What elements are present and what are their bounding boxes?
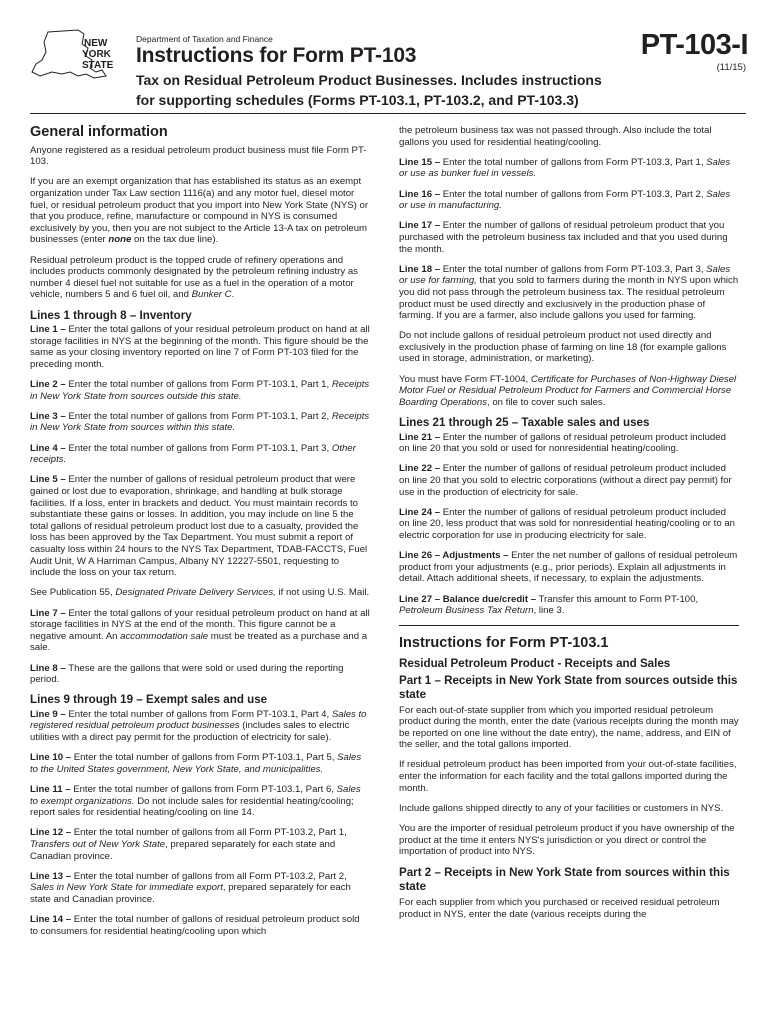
line-21-instruction: Line 21 – Enter the number of gallons of residual petroleum product included on line 20 that you sold or used for nonresidential heating/cooling. xyxy=(399,431,726,455)
paragraph: Residual petroleum product is the topped crude of refinery operations and includes products commonly designated by the petroleum refining industry as number 4 diesel fuel not suitable for use as a fuel in the operation of a motor vehicle, numbers 5 and 6 fuel oil, and Bunker C. xyxy=(30,254,358,301)
section-divider xyxy=(399,625,739,626)
line-24-instruction: Line 24 – Enter the number of gallons of residual petroleum product included on line 20, less product that was sold for nonresidential heating/cooling or to an electric corporation for use in producing electricity for sale. xyxy=(399,506,735,541)
left-column xyxy=(30,124,370,946)
section-heading-inventory: Lines 1 through 8 – Inventory xyxy=(30,308,192,322)
line-3-instruction: Line 3 – Enter the total number of gallons from Form PT-103.1, Part 2, Receipts in New York State from sources within this state. xyxy=(30,410,370,434)
part-1-paragraph: For each out-of-state supplier from which you imported residual petroleum product during the month, enter the date (various receipts during the month may be reported on one line without the date entry), the name, address, and EIN of the seller, and the total gallons imported. xyxy=(399,704,739,751)
section-heading-general: General information xyxy=(30,124,168,140)
page-title: Instructions for Form PT-103 xyxy=(136,44,417,67)
logo-text-york: YORK xyxy=(82,49,111,60)
part-2-heading: Part 2 – Receipts in New York State from sources within this state xyxy=(399,866,730,894)
line-22-instruction: Line 22 – Enter the number of gallons of residual petroleum product included on line 20 that you sold to electric corporations (without a direct pay permit) for use in the production of electricity for sale. xyxy=(399,463,732,498)
line-14-instruction: Line 14 – Enter the total number of gallons of residual petroleum product sold to consumers for residential heating/cooling upon which xyxy=(30,914,360,937)
publication-55-note: See Publication 55, Designated Private Delivery Services, if not using U.S. Mail. xyxy=(30,587,370,599)
line-9-instruction: Line 9 – Enter the total number of gallons from Form PT-103.1, Part 4, Sales to registered residual petroleum product businesses (includes sales to electric utilities with a direct pay permit for the production of electricity for sale). xyxy=(30,708,367,744)
new-york-state-logo xyxy=(26,26,126,86)
line-18-instruction: Line 18 – Enter the total number of gallons from Form PT-103.3, Part 3, Sales or use for farming, that you sold to farmers during the month in NYS upon which you did not pass through the petroleum business tax. The residual petroleum product must be used directly and exclusively in the production phase of farming. If you are a farmer, also include gallons you used for farming. xyxy=(399,263,739,322)
part-1-paragraph: Include gallons shipped directly to any of your facilities or customers in NYS. xyxy=(399,802,724,814)
part-1-paragraph: You are the importer of residual petroleum product if you have ownership of the product at the time it enters NYS's jurisdiction or you direct or control the importation of product into NYS. xyxy=(399,823,735,858)
form-number: PT-103-I xyxy=(640,29,748,61)
paragraph: If you are an exempt organization that has established its status as an exempt organization under Tax Law section 1116(a) and any motor fuel, diesel motor fuel, or residual petroleum product that you import into New York State (NYS) or that you produce, refine, manufacture or compound in NYS is consumed exclusively by you, then you are not subject to the Article 13-A tax on petroleum businesses (enter none on the tax due line). xyxy=(30,176,369,246)
part-1-paragraph: If residual petroleum product has been imported from your out-of-state facilities, enter the information for each facility and the total gallons imported during the month. xyxy=(399,759,737,794)
line-11-instruction: Line 11 – Enter the total number of gallons from Form PT-103.1, Part 6, Sales to exempt organizations. Do not include sales for residential heating/cooling; report sales for residential heating/cooling on line 14. xyxy=(30,784,361,819)
line-14-continued: the petroleum business tax was not passed through. Also include the total gallons you used for residential heating/cooling. xyxy=(399,125,712,148)
section-heading-pt-103-1: Instructions for Form PT-103.1 xyxy=(399,635,609,652)
farming-note: Do not include gallons of residual petroleum product not used directly and exclusively in the production phase of farming on line 18 (for example gallons used in storage, administration, or marketing). xyxy=(399,330,727,365)
logo-text-new: NEW xyxy=(84,38,108,49)
ft-1004-note: You must have Form FT-1004, Certificate for Purchases of Non-Highway Diesel Motor Fuel or Residual Petroleum Product for Farmers and Commercial Horse Boarding Operations, on file to cover such sales. xyxy=(399,373,737,408)
line-8-instruction: Line 8 – These are the gallons that were sold or used during the reporting period. xyxy=(30,662,344,686)
line-16-instruction: Line 16 – Enter the total number of gallons from Form PT-103.3, Part 2, Sales or use in manufacturing. xyxy=(399,188,731,212)
header-divider xyxy=(30,113,746,114)
line-15-instruction: Line 15 – Enter the total number of gallons from Form PT-103.3, Part 1, Sales or use as bunker fuel in vessels. xyxy=(399,156,731,180)
line-2-instruction: Line 2 – Enter the total number of gallons from Form PT-103.1, Part 1, Receipts in New York State from sources outside this state. xyxy=(30,379,370,402)
department-name: Department of Taxation and Finance xyxy=(136,34,273,44)
page-header xyxy=(0,0,770,120)
right-column xyxy=(399,125,739,929)
line-13-instruction: Line 13 – Enter the total number of gallons from all Form PT-103.2, Part 2, Sales in New York State for immediate export, prepared separately for each state and Canadian province. xyxy=(30,870,351,905)
line-7-instruction: Line 7 – Enter the total gallons of your residual petroleum product on hand at all storage facilities in NYS at the end of the month. This figure cannot be a negative amount. An accommodation sale must be treated as a purchase and a sale. xyxy=(30,607,370,654)
line-26-instruction: Line 26 – Adjustments – Enter the net number of gallons of residual petroleum product from your adjustments (e.g., prior periods). Explain all adjustments in detail. Attach additional sheets, if necessary, to explain the adjustments. xyxy=(399,550,738,585)
part-2-paragraph: For each supplier from which you purchased or received residual petroleum product in NYS, enter the date (various receipts during the xyxy=(399,897,720,920)
page-subtitle: Tax on Residual Petroleum Product Businesses. Includes instructions for supporting schedules (Forms PT-103.1, PT-103.2, and PT-103.3) xyxy=(136,72,602,108)
subheading-receipts-sales: Residual Petroleum Product - Receipts and Sales xyxy=(399,656,671,670)
paragraph: Anyone registered as a residual petroleum product business must file Form PT-103. xyxy=(30,144,367,168)
logo-text-state: STATE xyxy=(82,60,114,71)
line-10-instruction: Line 10 – Enter the total number of gallons from Form PT-103.1, Part 5, Sales to the United States government, New York State, and municipalities. xyxy=(30,752,362,775)
form-revision-date: (11/15) xyxy=(716,62,746,73)
line-5-instruction: Line 5 – Enter the number of gallons of residual petroleum product that were gained or lost due to evaporation, shrinkage, and handling at bulk storage facilities. If a loss, enter in brackets and deduct. You must maintain records to substantiate these gains or losses. In addition, you may include on line 5 the total gallons of residual petroleum product lost due to a casualty, provided the loss has been approved by the Tax Department. You must submit a report of casualty loss within 24 hours to the NYS Tax Department, TDAB-FACCTS, Fuel Audit Unit, W A Harriman Campus, Albany NY 12227-5501, requesting to include the loss on your tax return. xyxy=(30,474,368,579)
line-12-instruction: Line 12 – Enter the total number of gallons from all Form PT-103.2, Part 1, Transfers out of New York State, prepared separately for each state and Canadian province. xyxy=(30,827,347,862)
line-4-instruction: Line 4 – Enter the total number of gallons from Form PT-103.1, Part 3, Other receipts. xyxy=(30,442,356,466)
line-27-instruction: Line 27 – Balance due/credit – Transfer this amount to Form PT-100, Petroleum Business Tax Return, line 3. xyxy=(399,593,699,617)
section-heading-taxable: Lines 21 through 25 – Taxable sales and uses xyxy=(399,416,650,430)
line-1-instruction: Line 1 – Enter the total gallons of your residual petroleum product on hand at all storage facilities in NYS at the beginning of the month. This figure should be the same as your closing inventory reported on line 7 of Form PT-103 filed for the preceding month. xyxy=(30,324,370,370)
part-1-heading: Part 1 – Receipts in New York State from sources outside this state xyxy=(399,673,738,701)
line-17-instruction: Line 17 – Enter the number of gallons of residual petroleum product that you purchased with the petroleum business tax included and that you used during the month. xyxy=(399,220,728,255)
section-heading-exempt: Lines 9 through 19 – Exempt sales and use xyxy=(30,693,268,707)
